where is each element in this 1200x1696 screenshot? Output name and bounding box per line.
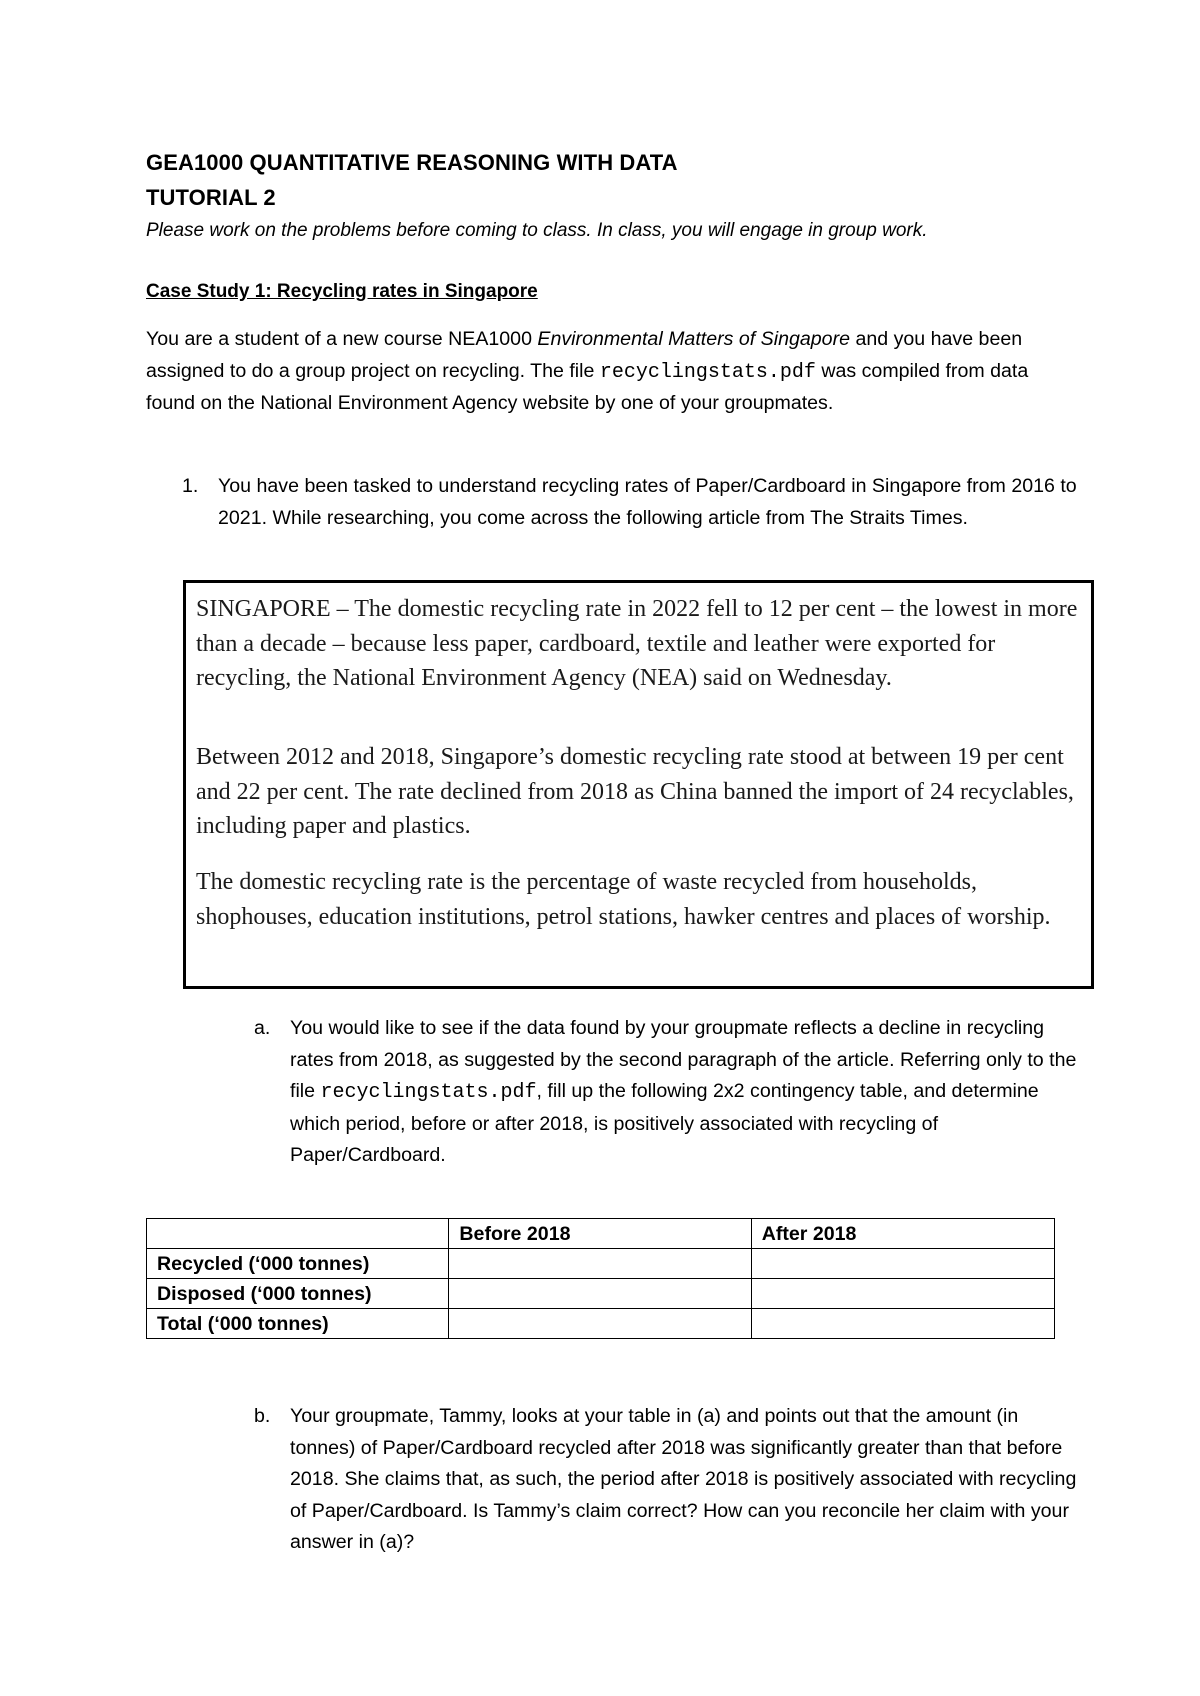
table-input-cell[interactable]	[449, 1279, 751, 1309]
case-study-intro	[146, 324, 1058, 420]
article-paragraph-1: SINGAPORE – The domestic recycling rate in 2022 fell to 12 per cent – the lowest in more than a decade – because less paper, cardboard, textile and leather were exported for recycling, the National Environment Agency (NEA) said on Wednesday.	[196, 596, 1078, 691]
article-paragraph-3: The domestic recycling rate is the percentage of waste recycled from households, shophouses, education institutions, petrol stations, hawker centres and places of worship.	[196, 869, 1051, 930]
intro-text-1: You are a student of a new course NEA1000	[146, 328, 538, 350]
row-label-cell: Recycled (‘000 tonnes)	[147, 1249, 449, 1279]
question-1-text: You have been tasked to understand recycling rates of Paper/Cardboard in Singapore from 2016 to 2021. While researching, you come across the following article from The Straits Times.	[218, 475, 1077, 529]
table-input-cell[interactable]	[751, 1249, 1054, 1279]
row-label-cell: Disposed (‘000 tonnes)	[147, 1279, 449, 1309]
table-row	[147, 1309, 1055, 1339]
table-input-cell[interactable]	[449, 1309, 751, 1339]
course-title: GEA1000 QUANTITATIVE REASONING WITH DATA	[146, 150, 678, 175]
table-row	[147, 1249, 1055, 1279]
contingency-table	[146, 1218, 1055, 1339]
intro-file-name: recyclingstats.pdf	[599, 360, 816, 384]
table-header-cell	[147, 1219, 449, 1249]
article-excerpt-box	[183, 580, 1094, 989]
table-header-row	[147, 1219, 1055, 1249]
question-1-number: 1.	[182, 475, 199, 497]
table-input-cell[interactable]	[751, 1309, 1054, 1339]
part-b-text: Your groupmate, Tammy, looks at your table in (a) and points out that the amount (in tonnes) of Paper/Cardboard recycled after 2018 was significantly greater than that before 2018. She claims that, as such, the period after 2018 is positively associated with recycling of Paper/Cardboard. Is Tammy’s claim correct? How can you reconcile her claim with your answer in (a)?	[290, 1405, 1077, 1553]
case-study-heading: Case Study 1: Recycling rates in Singapore	[146, 281, 538, 302]
tutorial-title: TUTORIAL 2	[146, 185, 276, 210]
article-paragraph-2: Between 2012 and 2018, Singapore’s domestic recycling rate stood at between 19 per cent and 22 per cent. The rate declined from 2018 as China banned the import of 24 recyclables, including paper and plastics.	[196, 744, 1074, 839]
row-label-cell: Total (‘000 tonnes)	[147, 1309, 449, 1339]
table-input-cell[interactable]	[449, 1249, 751, 1279]
intro-course-name: Environmental Matters of Singapore	[537, 328, 850, 350]
table-header-cell: Before 2018	[449, 1219, 751, 1249]
table-row	[147, 1279, 1055, 1309]
part-a-text-1: You would like to see if the data found by your groupmate reflects a decline in recycling rates from 2018, as suggested by the second paragraph of the article. Referring only to the file	[290, 1017, 1077, 1102]
instructions-text: Please work on the problems before coming to class. In class, you will engage in group work.	[146, 220, 928, 241]
part-a-text-2: , fill up the following 2x2 contingency table, and determine which period, before or after 2018, is positively associated with recycling of Paper/Cardboard.	[290, 1080, 1039, 1166]
part-b-label: b.	[254, 1405, 271, 1427]
intro-text-2: and you have been assigned to do a group project on recycling. The file	[146, 328, 1023, 382]
table-input-cell[interactable]	[751, 1279, 1054, 1309]
intro-text-3: was compiled from data found on the National Environment Agency website by one of your groupmates.	[146, 359, 1029, 414]
part-a-label: a.	[254, 1017, 271, 1039]
part-a-file-name: recyclingstats.pdf	[320, 1081, 537, 1104]
part-a-text	[290, 1013, 1080, 1172]
table-header-cell: After 2018	[751, 1219, 1054, 1249]
